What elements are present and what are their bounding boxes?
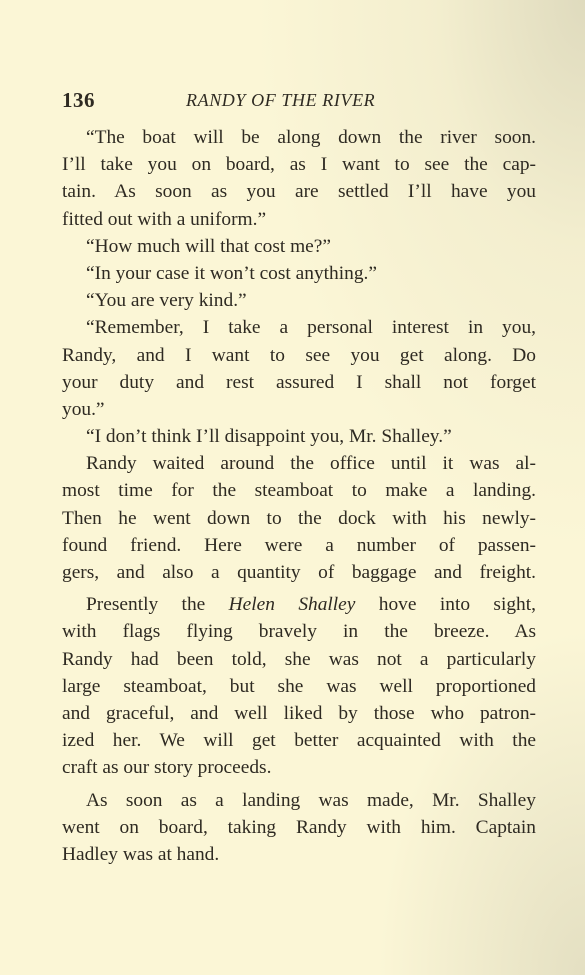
text-line: and graceful, and well liked by those who patron- [62, 702, 536, 724]
text-line: “How much will that cost me?” [86, 235, 332, 257]
text-segment: Presently the [86, 594, 229, 616]
text-line: craft as our story proceeds. [62, 757, 272, 779]
text-line: Hadley was at hand. [62, 843, 220, 865]
text-line: found friend. Here were a number of passen- [62, 534, 536, 556]
text-line: Then he went down to the dock with his newly- [62, 507, 536, 529]
text-line: Randy, and I want to see you get along. Do [62, 344, 536, 366]
text-line: went on board, taking Randy with him. Captain [62, 816, 536, 838]
text-segment: hove into sight, [355, 594, 536, 616]
boat-name: Helen Shalley [228, 594, 356, 616]
text-line: most time for the steamboat to make a landing. [62, 480, 536, 502]
page-header [62, 88, 537, 118]
text-line: gers, and also a quantity of baggage and freight. [62, 562, 536, 583]
text-line: As soon as a landing was made, Mr. Shalley [86, 789, 536, 811]
text-line: large steamboat, but she was well proportioned [62, 675, 536, 697]
running-title: RANDY OF THE RIVER [186, 90, 376, 110]
body-text [62, 124, 536, 868]
text-line: with flags flying bravely in the breeze. As [62, 621, 536, 643]
text-line: you.” [62, 398, 105, 420]
text-line: Randy had been told, she was not a particularly [62, 648, 536, 670]
text-line: ized her. We will get better acquainted with the [62, 730, 536, 752]
text-line: “Remember, I take a personal interest in you, [86, 317, 536, 339]
text-line: “In your case it won’t cost anything.” [86, 262, 377, 284]
page-number: 136 [62, 88, 95, 112]
text-line: I’ll take you on board, as I want to see the cap- [62, 154, 536, 176]
text-line: fitted out with a uniform.” [62, 208, 267, 230]
text-line: Randy waited around the office until it was al- [86, 453, 536, 475]
text-line: “I don’t think I’ll disappoint you, Mr. Shalley.” [86, 426, 452, 448]
text-line: “You are very kind.” [86, 290, 247, 312]
text-line: tain. As soon as you are settled I’ll have you [62, 181, 536, 203]
text-line [62, 591, 536, 618]
text-line: your duty and rest assured I shall not forget [62, 371, 536, 393]
text-line: “The boat will be along down the river soon. [86, 127, 536, 148]
